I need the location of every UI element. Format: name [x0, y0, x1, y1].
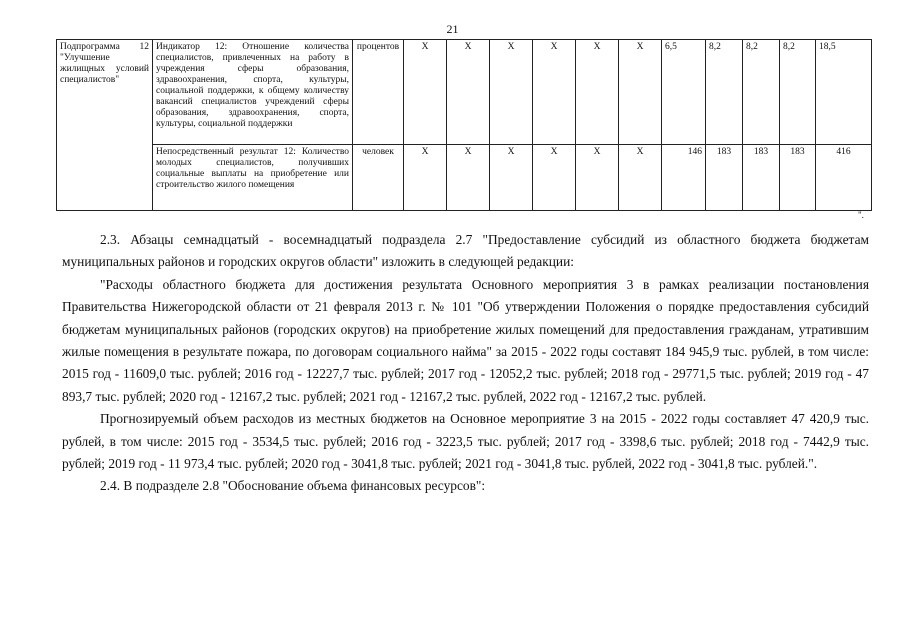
indicator-cell: Индикатор 12: Отношение количества специалистов, привлеченных на работу в учреждения сферы образования, здравоохранения, спорта, культуры, социальной поддержки, к общему количеству вакансий специалистов учреждений сферы образования, здравоохранения, спорта, культуры, социальной поддержки	[153, 40, 353, 145]
unit-cell: процентов	[353, 40, 404, 145]
mark-cell: X	[490, 40, 533, 145]
mark-cell: X	[447, 40, 490, 145]
value-cell: 183	[706, 145, 743, 211]
paragraph: 2.3. Абзацы семнадцатый - восемнадцатый подраздела 2.7 "Предоставление субсидий из областного бюджета бюджетам муниципальных районов и городских округов области" изложить в следующей редакции:	[62, 232, 869, 270]
value-cell: 183	[780, 145, 816, 211]
table-row	[57, 145, 872, 211]
subprogram-cell: Подпрограмма 12 "Улучшение жилищных условий специалистов"	[57, 40, 153, 145]
mark-cell: X	[619, 145, 662, 211]
table-row	[57, 40, 872, 145]
paragraph: "Расходы областного бюджета для достижения результата Основного мероприятия 3 в рамках реализации постановления Правительства Нижегородской области от 21 февраля 2013 г. № 101 "Об утверждении Положения о порядке предоставления субсидий бюджетам муниципальных районов (городских округов) на приобретение жилых помещений для предоставления гражданам, утратившим жилые помещения в результате пожара, по договорам социального найма" за 2015 - 2022 годы составят 184 945,9 тыс. рублей, в том числе: 2015 год - 11609,0 тыс. рублей; 2016 год - 12227,7 тыс. рублей; 2017 год - 12052,2 тыс. рублей; 2018 год - 29771,5 тыс. рублей; 2019 год - 47 893,7 тыс. рублей; 2020 год - 12167,2 тыс. рублей; 2021 год - 12167,2 тыс. рублей, 2022 год - 12167,2 тыс. рублей.	[62, 276, 869, 404]
page-number: 21	[446, 22, 459, 36]
mark-cell: X	[404, 145, 447, 211]
unit-cell: человек	[353, 145, 404, 211]
indicators-table	[56, 39, 872, 211]
value-cell: 146	[662, 145, 706, 211]
mark-cell: X	[619, 40, 662, 145]
closing-quote-mark: ".	[858, 210, 864, 220]
mark-cell: X	[447, 145, 490, 211]
mark-cell: X	[533, 145, 576, 211]
value-cell: 18,5	[816, 40, 872, 145]
value-cell: 8,2	[780, 40, 816, 145]
mark-cell: X	[576, 40, 619, 145]
mark-cell: X	[576, 145, 619, 211]
paragraph: 2.4. В подразделе 2.8 "Обоснование объема финансовых ресурсов":	[100, 478, 486, 494]
document-body	[62, 229, 869, 498]
value-cell: 416	[816, 145, 872, 211]
mark-cell: X	[490, 145, 533, 211]
value-cell: 8,2	[743, 40, 780, 145]
indicator-cell: Непосредственный результат 12: Количество молодых специалистов, получивших социальные выплаты на приобретение или строительство жилого помещения	[153, 145, 353, 211]
value-cell: 8,2	[706, 40, 743, 145]
value-cell: 6,5	[662, 40, 706, 145]
subprogram-cell-empty	[57, 145, 153, 211]
mark-cell: X	[533, 40, 576, 145]
mark-cell: X	[404, 40, 447, 145]
paragraph: Прогнозируемый объем расходов из местных бюджетов на Основное мероприятие 3 на 2015 - 2022 годы составляет 47 420,9 тыс. рублей, в том числе: 2015 год - 3534,5 тыс. рублей; 2016 год - 3223,5 тыс. рублей; 2017 год - 3398,6 тыс. рублей; 2018 год - 7442,9 тыс. рублей; 2019 год - 11 973,4 тыс. рублей; 2020 год - 3041,8 тыс. рублей; 2021 год - 3041,8 тыс. рублей, 2022 год - 3041,8 тыс. рублей.".	[62, 411, 869, 472]
value-cell: 183	[743, 145, 780, 211]
